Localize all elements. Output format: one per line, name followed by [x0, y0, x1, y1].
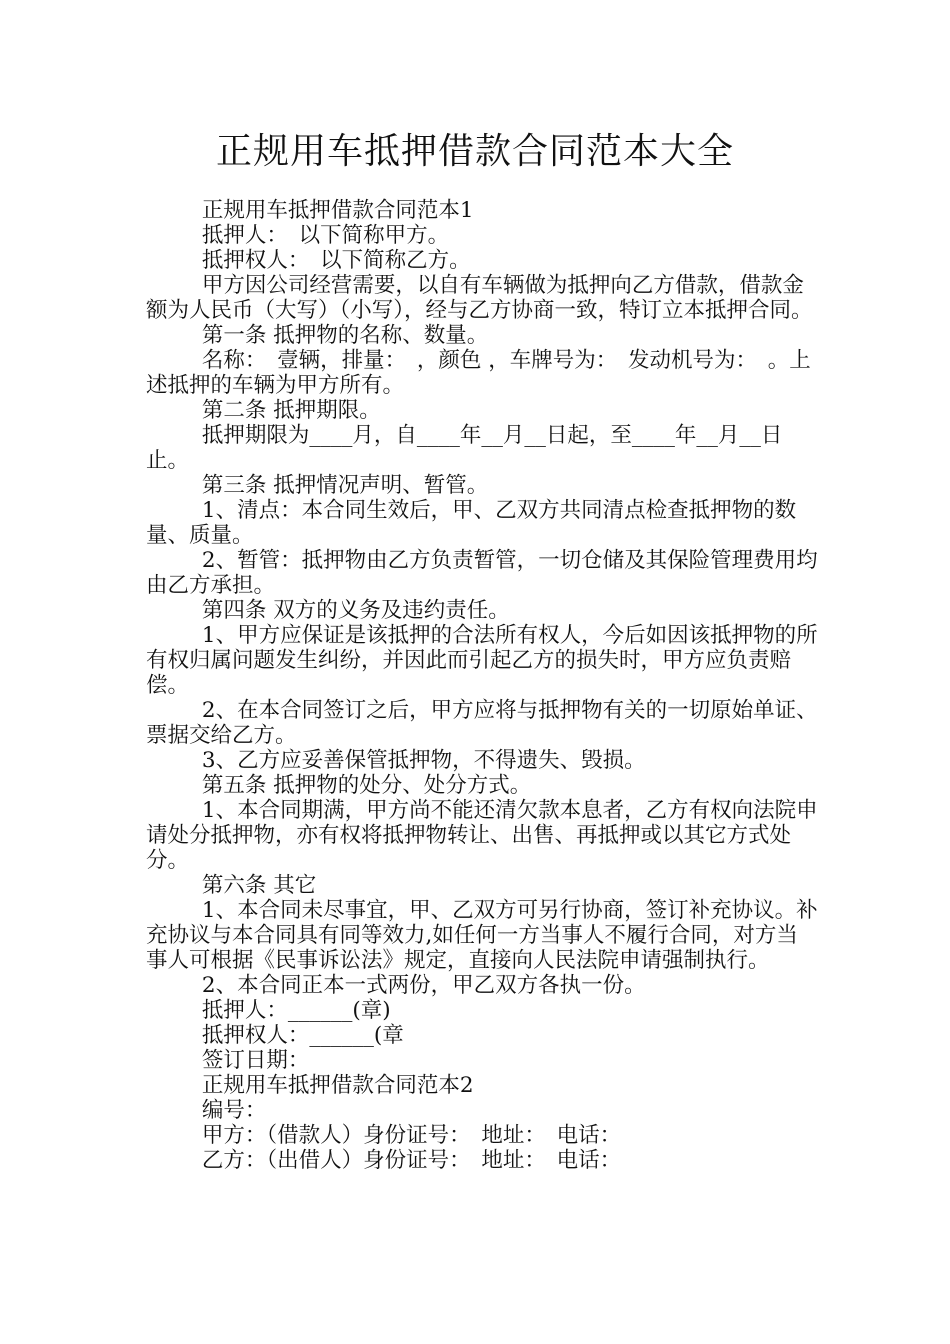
paragraph: 2、在本合同签订之后，甲方应将与抵押物有关的一切原始单证、票据交给乙方。 — [146, 698, 818, 748]
paragraph: 名称： 壹辆，排量： ，颜色 ，车牌号为： 发动机号为： 。上述抵押的车辆为甲方所有。 — [146, 348, 811, 398]
paragraph: 1、本合同期满，甲方尚不能还清欠款本息者，乙方有权向法院申请处分抵押物，亦有权将抵押物转让、出售、再抵押或以其它方式处分。 — [146, 798, 818, 873]
paragraph: 第六条 其它 — [201, 873, 317, 898]
paragraph: 第三条 抵押情况声明、暂管。 — [201, 473, 489, 498]
paragraph: 抵押期限为____月，自____年__月__日起，至____年__月__日止。 — [146, 423, 783, 473]
paragraph: 第五条 抵押物的处分、处分方式。 — [201, 773, 532, 798]
paragraph: 编号： — [201, 1098, 267, 1123]
paragraph: 抵押人： 以下简称甲方。 — [201, 223, 450, 248]
paragraph: 正规用车抵押借款合同范本1 — [201, 198, 474, 223]
paragraph: 签订日期： — [201, 1048, 310, 1073]
document-title: 正规用车抵押借款合同范本大全 — [215, 131, 734, 172]
paragraph: 甲方：（借款人）身份证号： 地址： 电话： — [201, 1123, 622, 1148]
paragraph: 3、乙方应妥善保管抵押物，不得遗失、毁损。 — [201, 748, 646, 773]
paragraph: 1、清点：本合同生效后，甲、乙双方共同清点检查抵押物的数量、质量。 — [146, 498, 797, 548]
document-body — [146, 198, 818, 1173]
paragraph: 抵押权人：______(章 — [201, 1023, 404, 1048]
paragraph: 抵押权人： 以下简称乙方。 — [201, 248, 471, 273]
paragraph: 第一条 抵押物的名称、数量。 — [201, 323, 489, 348]
paragraph: 乙方：（出借人）身份证号： 地址： 电话： — [201, 1148, 622, 1173]
paragraph: 1、甲方应保证是该抵押的合法所有权人，今后如因该抵押物的所有权归属问题发生纠纷，并因此而引起乙方的损失时，甲方应负责赔偿。 — [146, 623, 818, 698]
paragraph: 2、暂管：抵押物由乙方负责暂管，一切仓储及其保险管理费用均由乙方承担。 — [146, 548, 818, 598]
paragraph: 1、本合同未尽事宜，甲、乙双方可另行协商，签订补充协议。补充协议与本合同具有同等效力,如任何一方当事人不履行合同，对方当事人可根据《民事诉讼法》规定，直接向人民法院申请强制执行。 — [146, 898, 818, 973]
paragraph: 2、本合同正本一式两份，甲乙双方各执一份。 — [201, 973, 646, 998]
paragraph: 第二条 抵押期限。 — [201, 398, 381, 423]
paragraph: 抵押人：______(章) — [201, 998, 391, 1023]
paragraph: 第四条 双方的义务及违约责任。 — [201, 598, 510, 623]
paragraph: 正规用车抵押借款合同范本2 — [201, 1073, 474, 1098]
paragraph: 甲方因公司经营需要，以自有车辆做为抵押向乙方借款，借款金额为人民币（大写）（小写），经与乙方协商一致，特订立本抵押合同。 — [146, 273, 813, 323]
